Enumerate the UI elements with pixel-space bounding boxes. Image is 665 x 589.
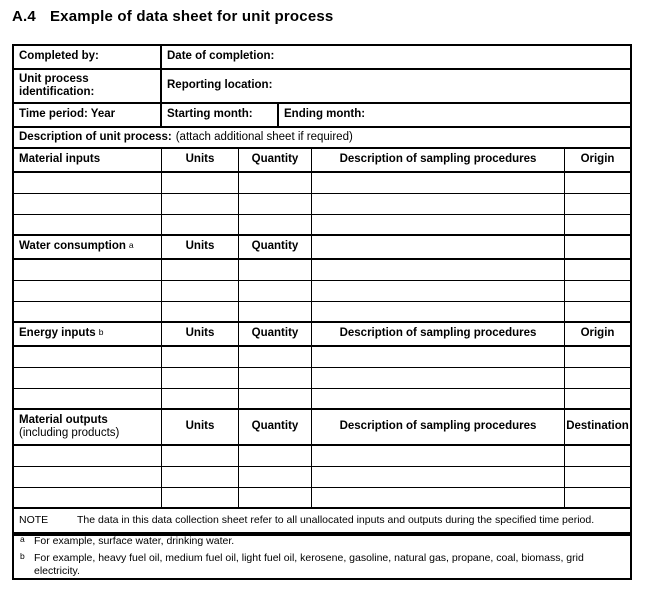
empty-cell	[312, 302, 565, 321]
energy-inputs-empty-row	[14, 347, 630, 368]
empty-cell	[14, 260, 162, 280]
material-outputs-empty-row	[14, 446, 630, 467]
description-of-unit-process-cell	[14, 128, 630, 147]
empty-cell	[14, 215, 162, 234]
material-inputs-empty-row	[14, 194, 630, 215]
sampling-procedures-header: Description of sampling procedures	[312, 410, 565, 444]
empty-cell	[162, 368, 239, 388]
empty-cell	[162, 260, 239, 280]
footnote-b	[14, 552, 630, 579]
time-period-label: Time period: Year	[14, 104, 162, 126]
empty-cell	[162, 215, 239, 234]
empty-header-cell	[565, 236, 630, 258]
note-label: NOTE	[19, 514, 49, 527]
empty-cell	[565, 389, 630, 408]
clause-number: A.4	[12, 8, 36, 25]
empty-cell	[312, 347, 565, 367]
row-unit-process	[14, 70, 630, 104]
empty-cell	[565, 173, 630, 193]
empty-cell	[312, 389, 565, 408]
empty-cell	[565, 215, 630, 234]
material-inputs-label	[14, 149, 162, 171]
empty-cell	[14, 467, 162, 487]
date-of-completion-label: Date of completion:	[167, 50, 275, 63]
empty-cell	[162, 194, 239, 214]
empty-cell	[312, 173, 565, 193]
empty-cell	[162, 173, 239, 193]
note-row	[14, 509, 630, 532]
material-outputs-empty-row	[14, 467, 630, 488]
empty-cell	[312, 488, 565, 507]
empty-cell	[162, 467, 239, 487]
empty-cell	[162, 347, 239, 367]
material-inputs-empty-row	[14, 215, 630, 236]
empty-cell	[162, 488, 239, 507]
destination-header: Destination	[566, 420, 629, 433]
empty-cell	[565, 281, 630, 301]
including-products-text: (including products)	[19, 427, 120, 439]
empty-cell	[312, 260, 565, 280]
sampling-procedures-header: Description of sampling procedures	[312, 149, 565, 171]
empty-cell	[239, 281, 312, 301]
empty-cell	[162, 446, 239, 466]
units-header: Units	[162, 323, 239, 345]
data-sheet-table	[12, 44, 632, 534]
empty-cell	[14, 281, 162, 301]
empty-cell	[565, 347, 630, 367]
footnote-a-marker: a	[20, 534, 25, 545]
page-title-text: Example of data sheet for unit process	[49, 8, 334, 25]
empty-cell	[14, 389, 162, 408]
footnote-box	[12, 534, 632, 580]
units-header: Units	[162, 410, 239, 444]
footnote-a-text: For example, surface water, drinking water.	[34, 535, 235, 548]
origin-header: Origin	[580, 153, 615, 166]
empty-cell	[312, 215, 565, 234]
footnote-b-text: For example, heavy fuel oil, medium fuel oil, light fuel oil, kerosene, gasoline, natural gas, propane, coal, biomass, grid electricity.	[34, 551, 584, 578]
material-outputs-text: Material outputs	[19, 413, 108, 426]
starting-month-label: Starting month:	[162, 104, 279, 126]
empty-cell	[565, 467, 630, 487]
page-title	[12, 8, 333, 25]
water-consumption-empty-row	[14, 302, 630, 323]
empty-cell	[565, 260, 630, 280]
empty-cell	[239, 194, 312, 214]
footnote-b-reference: b	[98, 327, 104, 338]
empty-cell	[312, 281, 565, 301]
empty-cell	[162, 389, 239, 408]
material-outputs-label	[14, 410, 162, 444]
description-bold-label: Description of unit process:	[19, 130, 172, 143]
completed-by-label: Completed by:	[14, 46, 162, 68]
empty-cell	[565, 302, 630, 321]
empty-cell	[565, 446, 630, 466]
empty-cell	[239, 260, 312, 280]
empty-cell	[565, 368, 630, 388]
empty-cell	[162, 302, 239, 321]
empty-cell	[312, 446, 565, 466]
material-inputs-text: Material inputs	[19, 153, 101, 166]
note-cell	[14, 509, 630, 532]
energy-inputs-text: Energy inputs	[19, 327, 96, 340]
empty-cell	[14, 302, 162, 321]
note-text: The data in this data collection sheet refer to all unallocated inputs and outputs during the specified time period.	[77, 514, 595, 527]
units-header: Units	[162, 236, 239, 258]
sampling-procedures-header: Description of sampling procedures	[312, 323, 565, 345]
footnote-b-marker: b	[20, 550, 25, 561]
empty-cell	[239, 347, 312, 367]
empty-cell	[239, 302, 312, 321]
empty-cell	[565, 488, 630, 507]
water-consumption-label	[14, 236, 162, 258]
quantity-header: Quantity	[239, 236, 312, 258]
row-time-period	[14, 104, 630, 128]
ending-month-label: Ending month:	[284, 108, 366, 121]
empty-cell	[239, 446, 312, 466]
energy-inputs-empty-row	[14, 368, 630, 389]
section-header-energy-inputs	[14, 323, 630, 347]
footnote-a-reference: a	[128, 240, 134, 251]
empty-cell	[239, 467, 312, 487]
description-hint: (attach additional sheet if required)	[175, 130, 353, 143]
empty-cell	[14, 488, 162, 507]
empty-cell	[239, 215, 312, 234]
empty-cell	[239, 488, 312, 507]
material-outputs-empty-row	[14, 488, 630, 509]
energy-inputs-empty-row	[14, 389, 630, 410]
empty-cell	[14, 173, 162, 193]
empty-cell	[14, 446, 162, 466]
water-consumption-text: Water consumption	[19, 240, 126, 253]
quantity-header: Quantity	[239, 323, 312, 345]
material-inputs-empty-row	[14, 173, 630, 194]
empty-cell	[14, 368, 162, 388]
row-description-of-unit-process	[14, 128, 630, 149]
quantity-header: Quantity	[239, 149, 312, 171]
empty-cell	[312, 368, 565, 388]
row-completed-by	[14, 46, 630, 70]
section-header-material-inputs	[14, 149, 630, 173]
reporting-location-label: Reporting location:	[167, 79, 273, 92]
empty-cell	[312, 194, 565, 214]
section-header-material-outputs	[14, 410, 630, 446]
empty-cell	[14, 194, 162, 214]
empty-cell	[312, 467, 565, 487]
quantity-header: Quantity	[239, 410, 312, 444]
empty-cell	[14, 347, 162, 367]
empty-cell	[239, 173, 312, 193]
empty-cell	[565, 194, 630, 214]
water-consumption-empty-row	[14, 260, 630, 281]
water-consumption-empty-row	[14, 281, 630, 302]
section-header-water-consumption	[14, 236, 630, 260]
origin-header: Origin	[580, 327, 615, 340]
footnote-a	[14, 535, 630, 549]
empty-cell	[239, 389, 312, 408]
energy-inputs-label	[14, 323, 162, 345]
empty-cell	[162, 281, 239, 301]
units-header: Units	[162, 149, 239, 171]
unit-process-identification-label: Unit process identification:	[14, 70, 162, 102]
empty-cell	[239, 368, 312, 388]
empty-header-cell	[312, 236, 565, 258]
